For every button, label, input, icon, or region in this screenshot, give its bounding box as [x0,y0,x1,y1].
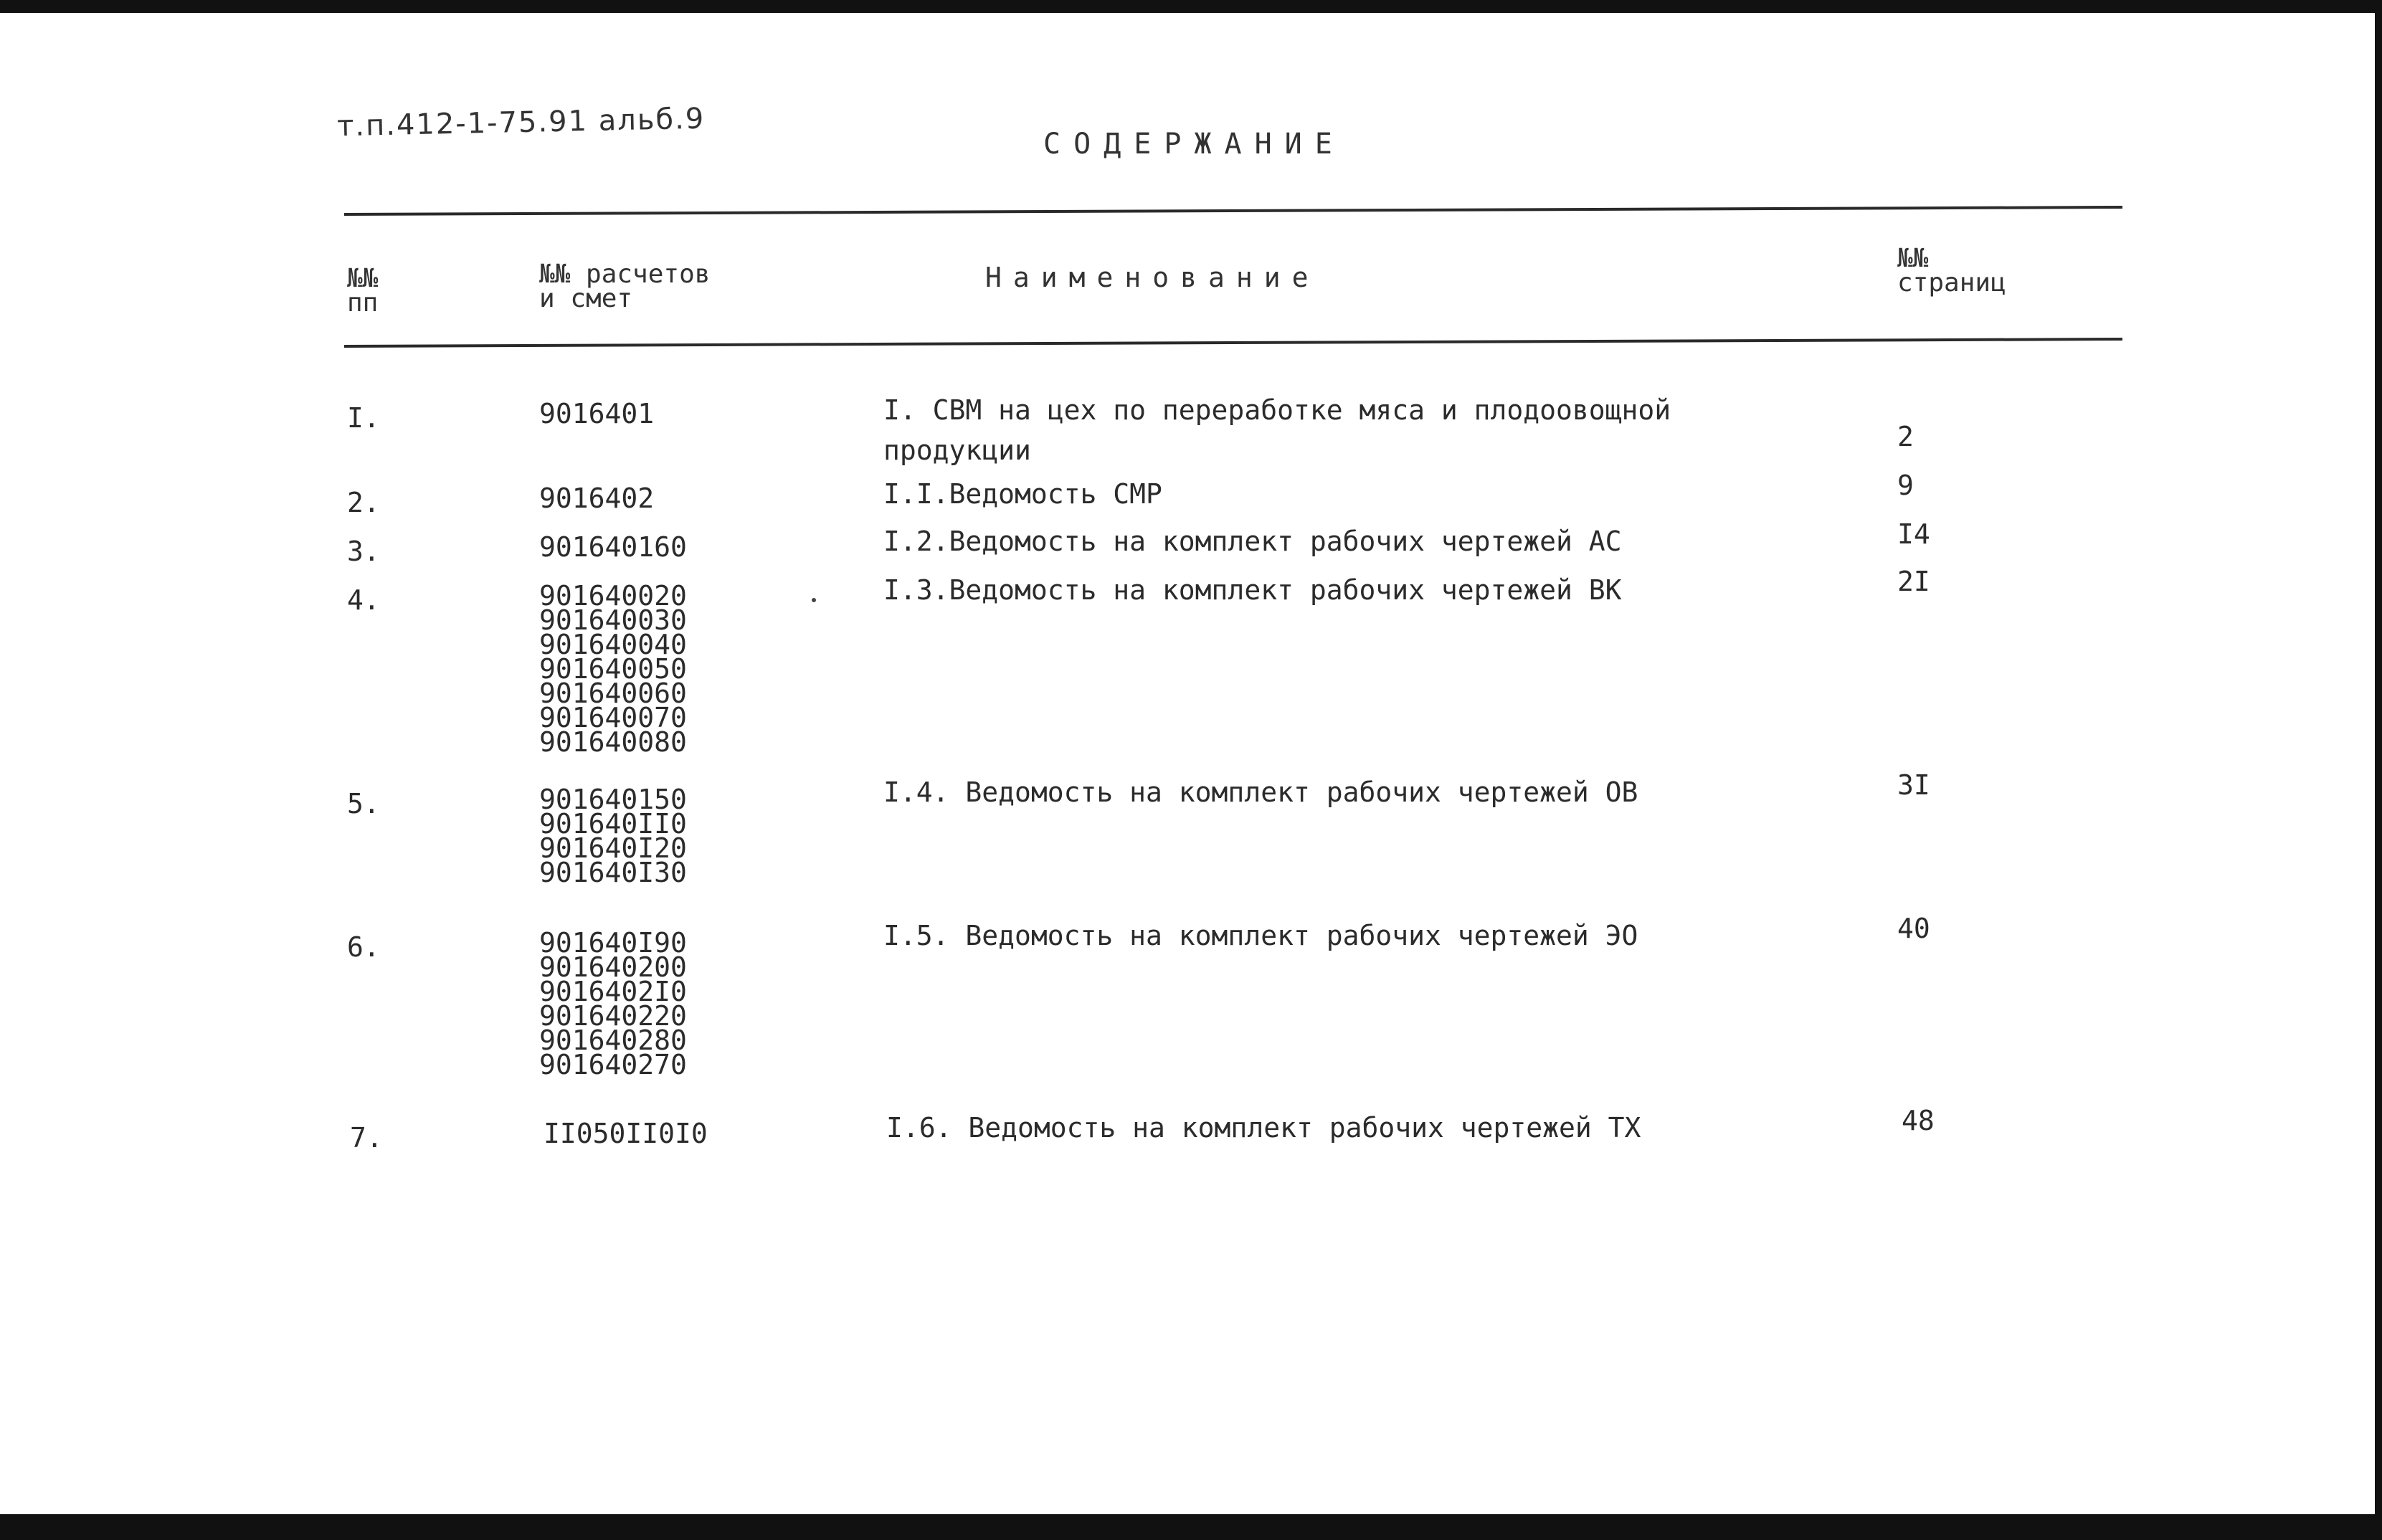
row-name: I. СВМ на цех по переработке мяса и плодоовощной продукции [883,394,1671,466]
header-num-line2: пп [347,288,379,318]
row-page: 40 [1897,913,1930,944]
row-code: 901640060 [539,678,687,709]
row-code: 901640150 [539,784,687,815]
row-code: 901640040 [539,629,687,660]
page-title: СОДЕРЖАНИЕ [1043,128,1345,161]
scan-border-top [0,0,2382,13]
scan-border-bottom [0,1514,2382,1540]
row-codes [539,784,687,888]
row-page: 3I [1897,769,1930,801]
row-page: 2I [1897,566,1930,597]
row-name: I.3.Ведомость на комплект рабочих чертежей ВК [883,574,1622,606]
header-num-line1: №№ [347,264,379,293]
row-codes [544,1118,708,1149]
row-code: 901640270 [539,1049,687,1080]
document-reference: т.п.412-1-75.91 альб.9 [336,102,706,143]
row-number: 2. [347,487,380,518]
row-code: 901640160 [539,531,687,563]
header-name: Наименование [985,262,1320,293]
row-codes [539,398,655,429]
row-number: 4. [347,584,380,616]
row-name: I.5. Ведомость на комплект рабочих чертежей ЭО [883,920,1638,951]
row-code: 901640020 [539,580,687,612]
row-number: 5. [347,788,380,819]
row-page: 9 [1897,470,1914,501]
header-codes-line2: и смет [539,284,633,313]
row-code: 901640200 [539,951,687,983]
row-code: 901640I30 [539,857,687,888]
row-code: 901640080 [539,726,687,758]
ink-dot [812,598,816,602]
row-code: 901640070 [539,702,687,733]
row-codes [539,580,687,758]
scan-border-right [2375,0,2382,1540]
row-name: I.I.Ведомость СМР [883,478,1162,510]
header-pages-line2: страниц [1897,268,2006,298]
header-codes-line1: №№ расчетов [539,260,711,289]
row-name: I.2.Ведомость на комплект рабочих чертежей АС [883,526,1622,557]
row-page: I4 [1897,518,1930,550]
row-name: I.6. Ведомость на комплект рабочих чертежей ТХ [886,1112,1641,1144]
row-code: 901640I20 [539,832,687,864]
header-top-rule [344,206,2122,216]
header-pages-line1: №№ [1897,244,1929,273]
header-codes [539,262,710,311]
row-code: II050II0I0 [544,1118,708,1149]
row-code: 9016402I0 [539,976,687,1007]
row-page: 48 [1902,1105,1935,1136]
row-page: 2 [1897,421,1914,452]
row-codes [539,927,687,1080]
row-code: 901640II0 [539,808,687,840]
row-code: 9016402 [539,483,655,514]
row-codes [539,531,687,563]
row-number: 7. [350,1122,383,1154]
row-code: 901640280 [539,1025,687,1056]
row-code: 901640050 [539,653,687,685]
row-number: I. [347,402,380,434]
row-code: 901640220 [539,1000,687,1032]
row-code: 901640030 [539,604,687,636]
row-code: 9016401 [539,398,655,429]
row-number: 3. [347,536,380,567]
header-num [347,264,379,318]
header-pages [1897,244,2006,298]
row-number: 6. [347,931,380,963]
header-bottom-rule [344,338,2122,348]
row-code: 901640I90 [539,927,687,959]
row-codes [539,483,655,514]
row-name: I.4. Ведомость на комплект рабочих чертежей ОВ [883,776,1638,808]
